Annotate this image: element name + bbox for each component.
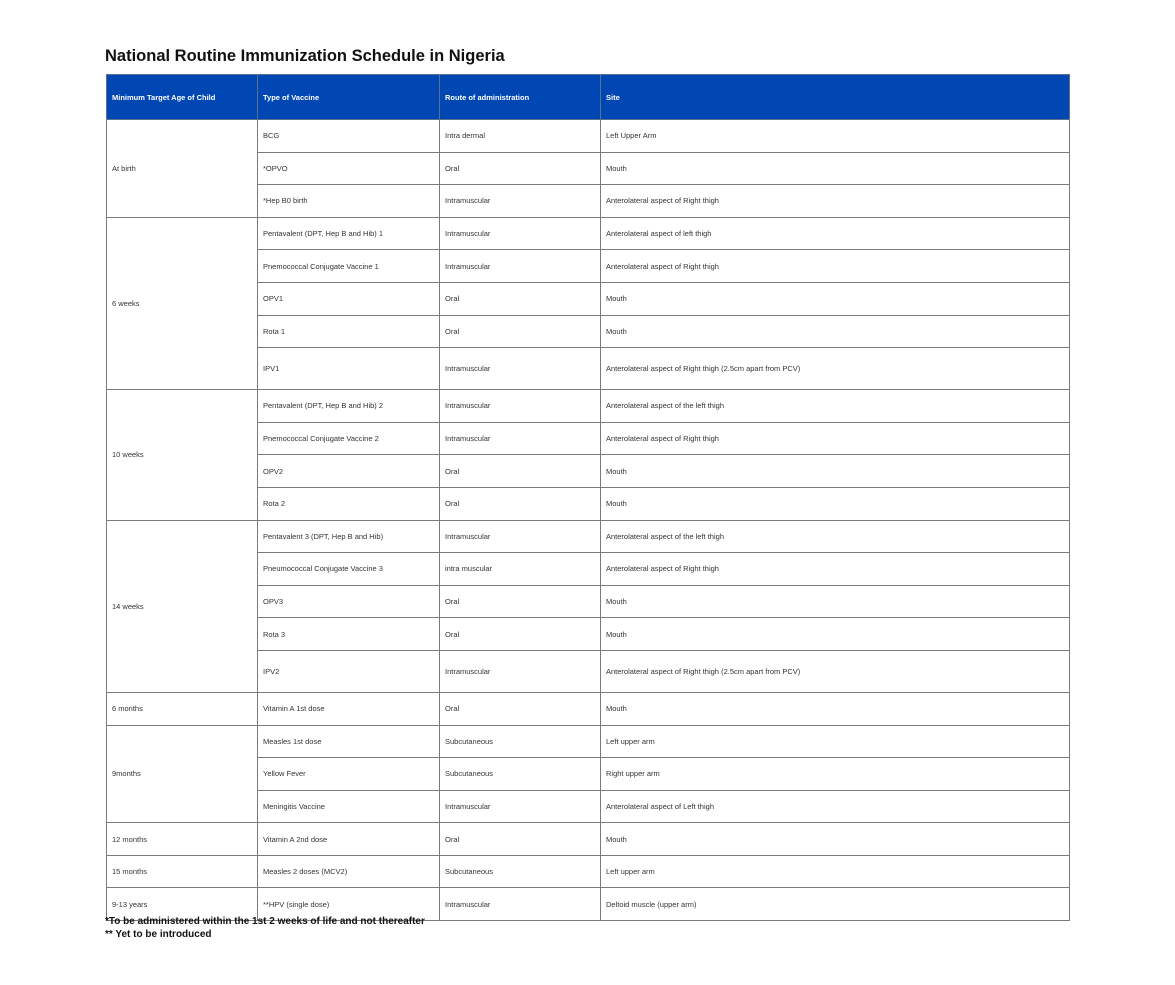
vaccine-cell: IPV1 [258,348,440,390]
header-row [107,75,1070,120]
site-cell: Mouth [601,282,1070,315]
route-cell: Intramuscular [440,390,601,423]
site-cell: Anterolateral aspect of Left thigh [601,790,1070,823]
age-cell: At birth [107,120,258,218]
route-cell: intra muscular [440,553,601,586]
route-cell: Oral [440,152,601,185]
table-row [107,855,1070,888]
route-cell: Intramuscular [440,650,601,692]
vaccine-cell: Yellow Fever [258,758,440,791]
age-cell: 6 months [107,692,258,725]
page-title: National Routine Immunization Schedule in Nigeria [105,47,505,65]
vaccine-cell: Rota 3 [258,618,440,651]
route-cell: Intramuscular [440,520,601,553]
vaccine-cell: Pentavalent 3 (DPT, Hep B and Hib) [258,520,440,553]
vaccine-cell: Pnemococcal Conjugate Vaccine 2 [258,422,440,455]
route-cell: Intramuscular [440,422,601,455]
route-cell: Intramuscular [440,790,601,823]
column-header-route: Route of administration [440,75,601,120]
route-cell: Subcutaneous [440,855,601,888]
route-cell: Oral [440,282,601,315]
vaccine-cell: Measles 2 doses (MCV2) [258,855,440,888]
site-cell: Anterolateral aspect of left thigh [601,217,1070,250]
site-cell: Mouth [601,315,1070,348]
vaccine-cell: Pentavalent (DPT, Hep B and Hib) 2 [258,390,440,423]
route-cell: Intramuscular [440,185,601,218]
vaccine-cell: Measles 1st dose [258,725,440,758]
site-cell: Mouth [601,487,1070,520]
vaccine-cell: *Hep B0 birth [258,185,440,218]
age-cell: 15 months [107,855,258,888]
route-cell: Intramuscular [440,217,601,250]
vaccine-cell: Vitamin A 1st dose [258,692,440,725]
footnote-early-dose: *To be administered within the 1st 2 weeks of life and not thereafter [105,916,425,927]
vaccine-cell: **HPV (single dose) [258,888,440,921]
site-cell: Right upper arm [601,758,1070,791]
route-cell: Oral [440,692,601,725]
site-cell: Deltoid muscle (upper arm) [601,888,1070,921]
route-cell: Oral [440,455,601,488]
route-cell: Oral [440,315,601,348]
route-cell: Intra dermal [440,120,601,153]
immunization-schedule-table [106,74,1070,921]
table-row [107,217,1070,250]
site-cell: Anterolateral aspect of the left thigh [601,390,1070,423]
table-row [107,120,1070,153]
route-cell: Intramuscular [440,888,601,921]
vaccine-cell: *OPVO [258,152,440,185]
vaccine-cell: BCG [258,120,440,153]
route-cell: Subcutaneous [440,725,601,758]
site-cell: Anterolateral aspect of Right thigh [601,185,1070,218]
route-cell: Oral [440,585,601,618]
table-row [107,692,1070,725]
site-cell: Anterolateral aspect of Right thigh [601,553,1070,586]
route-cell: Intramuscular [440,348,601,390]
vaccine-cell: Pentavalent (DPT, Hep B and Hib) 1 [258,217,440,250]
route-cell: Oral [440,823,601,856]
age-cell: 9-13 years [107,888,258,921]
site-cell: Mouth [601,585,1070,618]
route-cell: Intramuscular [440,250,601,283]
age-cell: 14 weeks [107,520,258,692]
age-cell: 10 weeks [107,390,258,520]
footnote-not-introduced: ** Yet to be introduced [105,929,212,940]
vaccine-cell: Pnemococcal Conjugate Vaccine 1 [258,250,440,283]
site-cell: Mouth [601,823,1070,856]
route-cell: Oral [440,487,601,520]
site-cell: Left upper arm [601,725,1070,758]
route-cell: Oral [440,618,601,651]
table-header [107,75,1070,120]
site-cell: Anterolateral aspect of Right thigh (2.5cm apart from PCV) [601,348,1070,390]
site-cell: Mouth [601,455,1070,488]
age-cell: 12 months [107,823,258,856]
table-row [107,520,1070,553]
column-header-site: Site [601,75,1070,120]
table-row [107,390,1070,423]
site-cell: Anterolateral aspect of Right thigh [601,422,1070,455]
site-cell: Anterolateral aspect of Right thigh (2.5cm apart from PCV) [601,650,1070,692]
vaccine-cell: Meningitis Vaccine [258,790,440,823]
route-cell: Subcutaneous [440,758,601,791]
column-header-vaccine: Type of Vaccine [258,75,440,120]
vaccine-cell: Pneumococcal Conjugate Vaccine 3 [258,553,440,586]
site-cell: Mouth [601,618,1070,651]
site-cell: Anterolateral aspect of the left thigh [601,520,1070,553]
column-header-age: Minimum Target Age of Child [107,75,258,120]
vaccine-cell: Rota 1 [258,315,440,348]
site-cell: Anterolateral aspect of Right thigh [601,250,1070,283]
site-cell: Left upper arm [601,855,1070,888]
vaccine-cell: OPV2 [258,455,440,488]
table-row [107,725,1070,758]
vaccine-cell: Vitamin A 2nd dose [258,823,440,856]
age-cell: 9months [107,725,258,823]
site-cell: Left Upper Arm [601,120,1070,153]
vaccine-cell: IPV2 [258,650,440,692]
age-cell: 6 weeks [107,217,258,389]
table-row [107,823,1070,856]
vaccine-cell: Rota 2 [258,487,440,520]
vaccine-cell: OPV1 [258,282,440,315]
table-body [107,120,1070,921]
site-cell: Mouth [601,692,1070,725]
vaccine-cell: OPV3 [258,585,440,618]
site-cell: Mouth [601,152,1070,185]
